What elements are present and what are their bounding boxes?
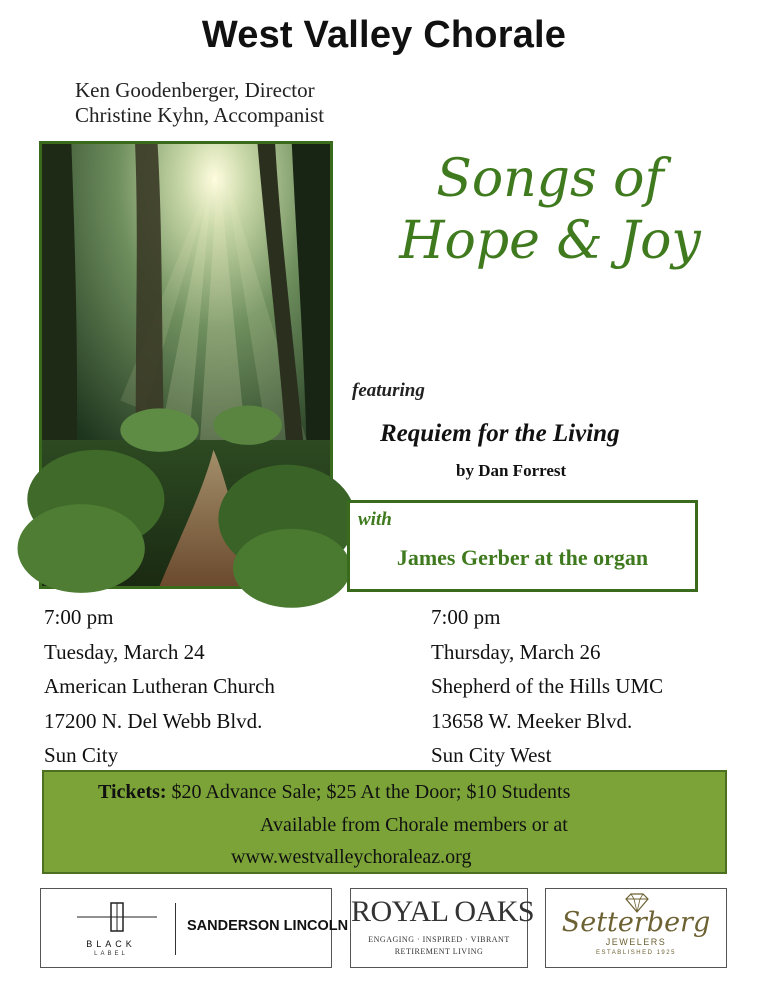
ticket-prices: [98, 777, 570, 808]
concert-venue: American Lutheran Church: [44, 674, 275, 698]
logo-divider: [175, 903, 176, 955]
concert-city: Sun City West: [431, 743, 552, 767]
sponsor-royal-oaks: [350, 888, 535, 968]
sanderson-lincoln-name: SANDERSON LINCOLN: [187, 918, 349, 934]
with-label: with: [358, 509, 392, 530]
royal-oaks-subtitle: RETIREMENT LIVING: [394, 947, 484, 956]
tickets-label: Tickets:: [98, 781, 167, 803]
concert-time: 7:00 pm: [44, 605, 114, 629]
guest-artist-box: [347, 500, 698, 592]
setterberg-name: Setterberg: [561, 907, 711, 938]
headline-line-1: Songs of: [436, 149, 664, 209]
composer-credit: by Dan Forrest: [456, 461, 567, 480]
accompanist-credit: Christine Kyhn, Accompanist: [75, 103, 325, 127]
concert-venue: Shepherd of the Hills UMC: [431, 674, 664, 698]
chorale-website[interactable]: www.westvalleychoraleaz.org: [231, 846, 472, 868]
concert-time: 7:00 pm: [431, 605, 501, 629]
concert-details-2: [431, 600, 663, 773]
guest-artist: James Gerber at the organ: [396, 545, 649, 570]
concert-address: 13658 W. Meeker Blvd.: [431, 708, 633, 733]
staff-credits: [75, 78, 324, 128]
established-text: ESTABLISHED 1925: [596, 950, 676, 956]
forest-path-photo: [39, 141, 333, 589]
director-credit: Ken Goodenberger, Director: [75, 78, 315, 102]
forest-illustration: [42, 144, 330, 586]
sponsor-sanderson-lincoln: [40, 888, 349, 968]
featuring-label: featuring: [352, 380, 425, 401]
sponsor-setterberg: [545, 888, 727, 968]
black-label-text: BLACK: [86, 939, 136, 949]
concert-date: Thursday, March 26: [431, 639, 601, 664]
royal-oaks-name: ROYAL OAKS: [351, 895, 535, 928]
headline-line-2: Hope & Joy: [399, 211, 701, 271]
concert-date: Tuesday, March 24: [44, 639, 205, 664]
royal-oaks-tagline: ENGAGING · INSPIRED · VIBRANT: [368, 935, 510, 944]
tickets-banner: [42, 770, 727, 874]
label-text: LABEL: [94, 951, 128, 957]
concert-headline: [340, 148, 760, 272]
concert-address: 17200 N. Del Webb Blvd.: [44, 708, 263, 733]
concert-city: Sun City: [44, 743, 119, 767]
ticket-price-list: $20 Advance Sale; $25 At the Door; $10 Students: [166, 781, 571, 803]
featured-work-title: Requiem for the Living: [380, 420, 620, 447]
chorale-title: West Valley Chorale: [201, 14, 567, 56]
ticket-availability: Available from Chorale members or at: [260, 814, 568, 836]
concert-details-1: [44, 600, 275, 773]
jewelers-text: JEWELERS: [605, 937, 667, 947]
